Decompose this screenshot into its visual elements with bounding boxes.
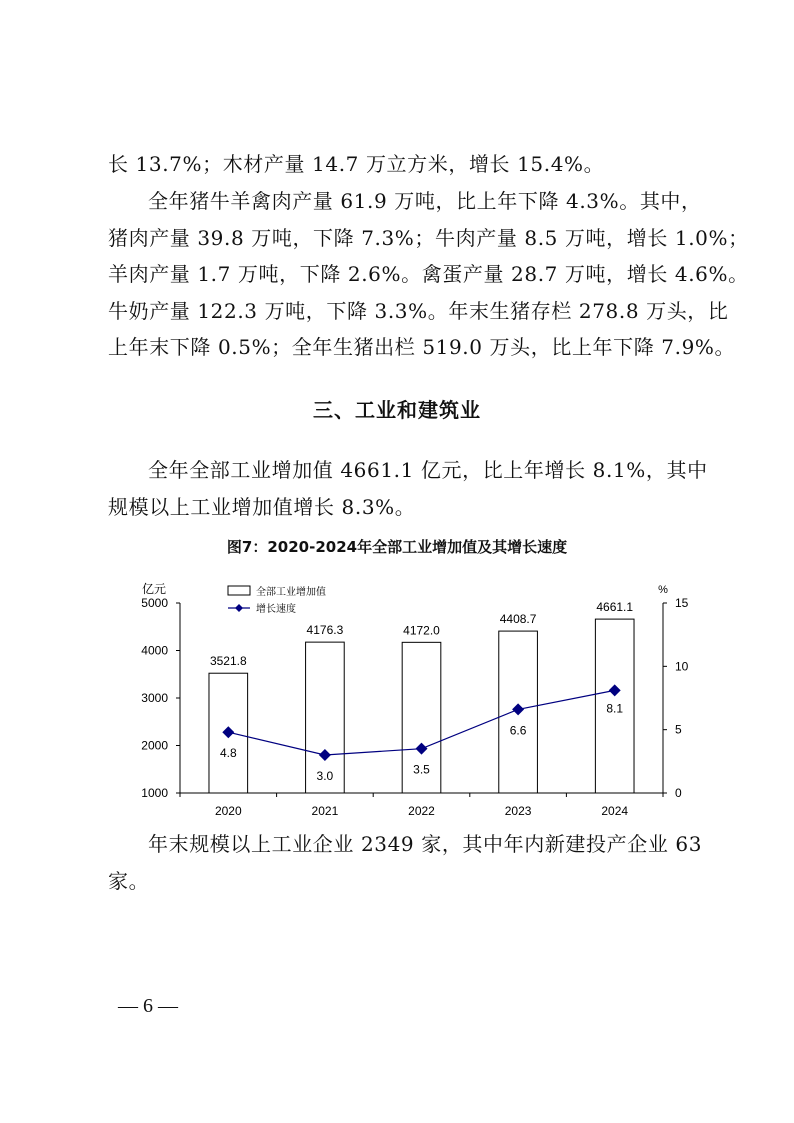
- text-line: 全年全部工业增加值 4661.1 亿元，比上年增长 8.1%，其中: [148, 458, 708, 482]
- x-tick-label: 2022: [408, 804, 435, 818]
- bar-value-label: 4661.1: [596, 600, 634, 615]
- left-tick-label: 5000: [141, 596, 168, 610]
- x-tick-label: 2021: [311, 804, 339, 818]
- text-line: 牛奶产量 122.3 万吨，下降 3.3%。年末生猪存栏 278.8 万头，比: [108, 298, 729, 323]
- bar-value-label: 3521.8: [209, 654, 247, 669]
- growth-rate-label: 4.8: [219, 746, 237, 761]
- left-axis-unit: 亿元: [141, 582, 166, 596]
- section-heading: 三、工业和建筑业: [313, 398, 481, 422]
- left-tick-label: 2000: [141, 738, 168, 753]
- right-tick-label: 15: [675, 596, 689, 610]
- left-tick-label: 4000: [141, 643, 168, 658]
- paragraph-forestry-end: [108, 146, 698, 183]
- chart-title: 图7：2020-2024年全部工业增加值及其增长速度: [226, 538, 568, 556]
- text-line: 规模以上工业增加值增长 8.3%。: [108, 494, 416, 519]
- growth-rate-label: 8.1: [606, 701, 624, 716]
- x-tick-label: 2020: [214, 804, 242, 818]
- legend-line-label: 增长速度: [256, 604, 296, 615]
- bar-value-label: 4408.7: [499, 612, 537, 627]
- text-line: 猪肉产量 39.8 万吨，下降 7.3%；牛肉产量 8.5 万吨，增长 1.0%；: [108, 225, 749, 250]
- paragraph-industry: [108, 452, 708, 525]
- legend-line-marker: [235, 604, 243, 612]
- text-line: 上年末下降 0.5%；全年生猪出栏 519.0 万头，比上年下降 7.9%。: [108, 335, 736, 359]
- x-tick-label: 2023: [504, 804, 532, 818]
- right-axis-unit: %: [658, 584, 668, 596]
- bar-value-label: 4172.0: [403, 623, 440, 638]
- legend-bar-label: 全部工业增加值: [256, 587, 326, 598]
- text-line: 长 13.7%；木材产量 14.7 万立方米，增长 15.4%。: [108, 152, 605, 176]
- page-number: — 6 —: [118, 995, 178, 1017]
- legend-bar-swatch: [228, 586, 250, 595]
- text-line: 全年猪牛羊禽肉产量 61.9 万吨，比上年下降 4.3%。其中，: [148, 189, 702, 213]
- x-tick-label: 2024: [601, 804, 629, 818]
- industry-value-chart: [0, 570, 794, 820]
- bar-value-label: 4176.3: [306, 623, 344, 638]
- right-tick-label: 5: [675, 722, 682, 737]
- paragraph-enterprises: [108, 826, 703, 899]
- growth-rate-label: 6.6: [509, 723, 527, 738]
- growth-rate-label: 3.5: [413, 762, 430, 777]
- text-line: 年末规模以上工业企业 2349 家，其中年内新建投产企业 63: [148, 832, 703, 856]
- left-tick-label: 3000: [141, 691, 168, 705]
- left-tick-label: 1000: [141, 786, 168, 800]
- right-tick-label: 0: [675, 786, 682, 800]
- text-line: 家。: [108, 868, 150, 893]
- paragraph-livestock: [108, 183, 749, 366]
- right-tick-label: 10: [675, 659, 689, 674]
- growth-rate-label: 3.0: [316, 769, 334, 783]
- text-line: 羊肉产量 1.7 万吨，下降 2.6%。禽蛋产量 28.7 万吨，增长 4.6%。: [108, 262, 749, 286]
